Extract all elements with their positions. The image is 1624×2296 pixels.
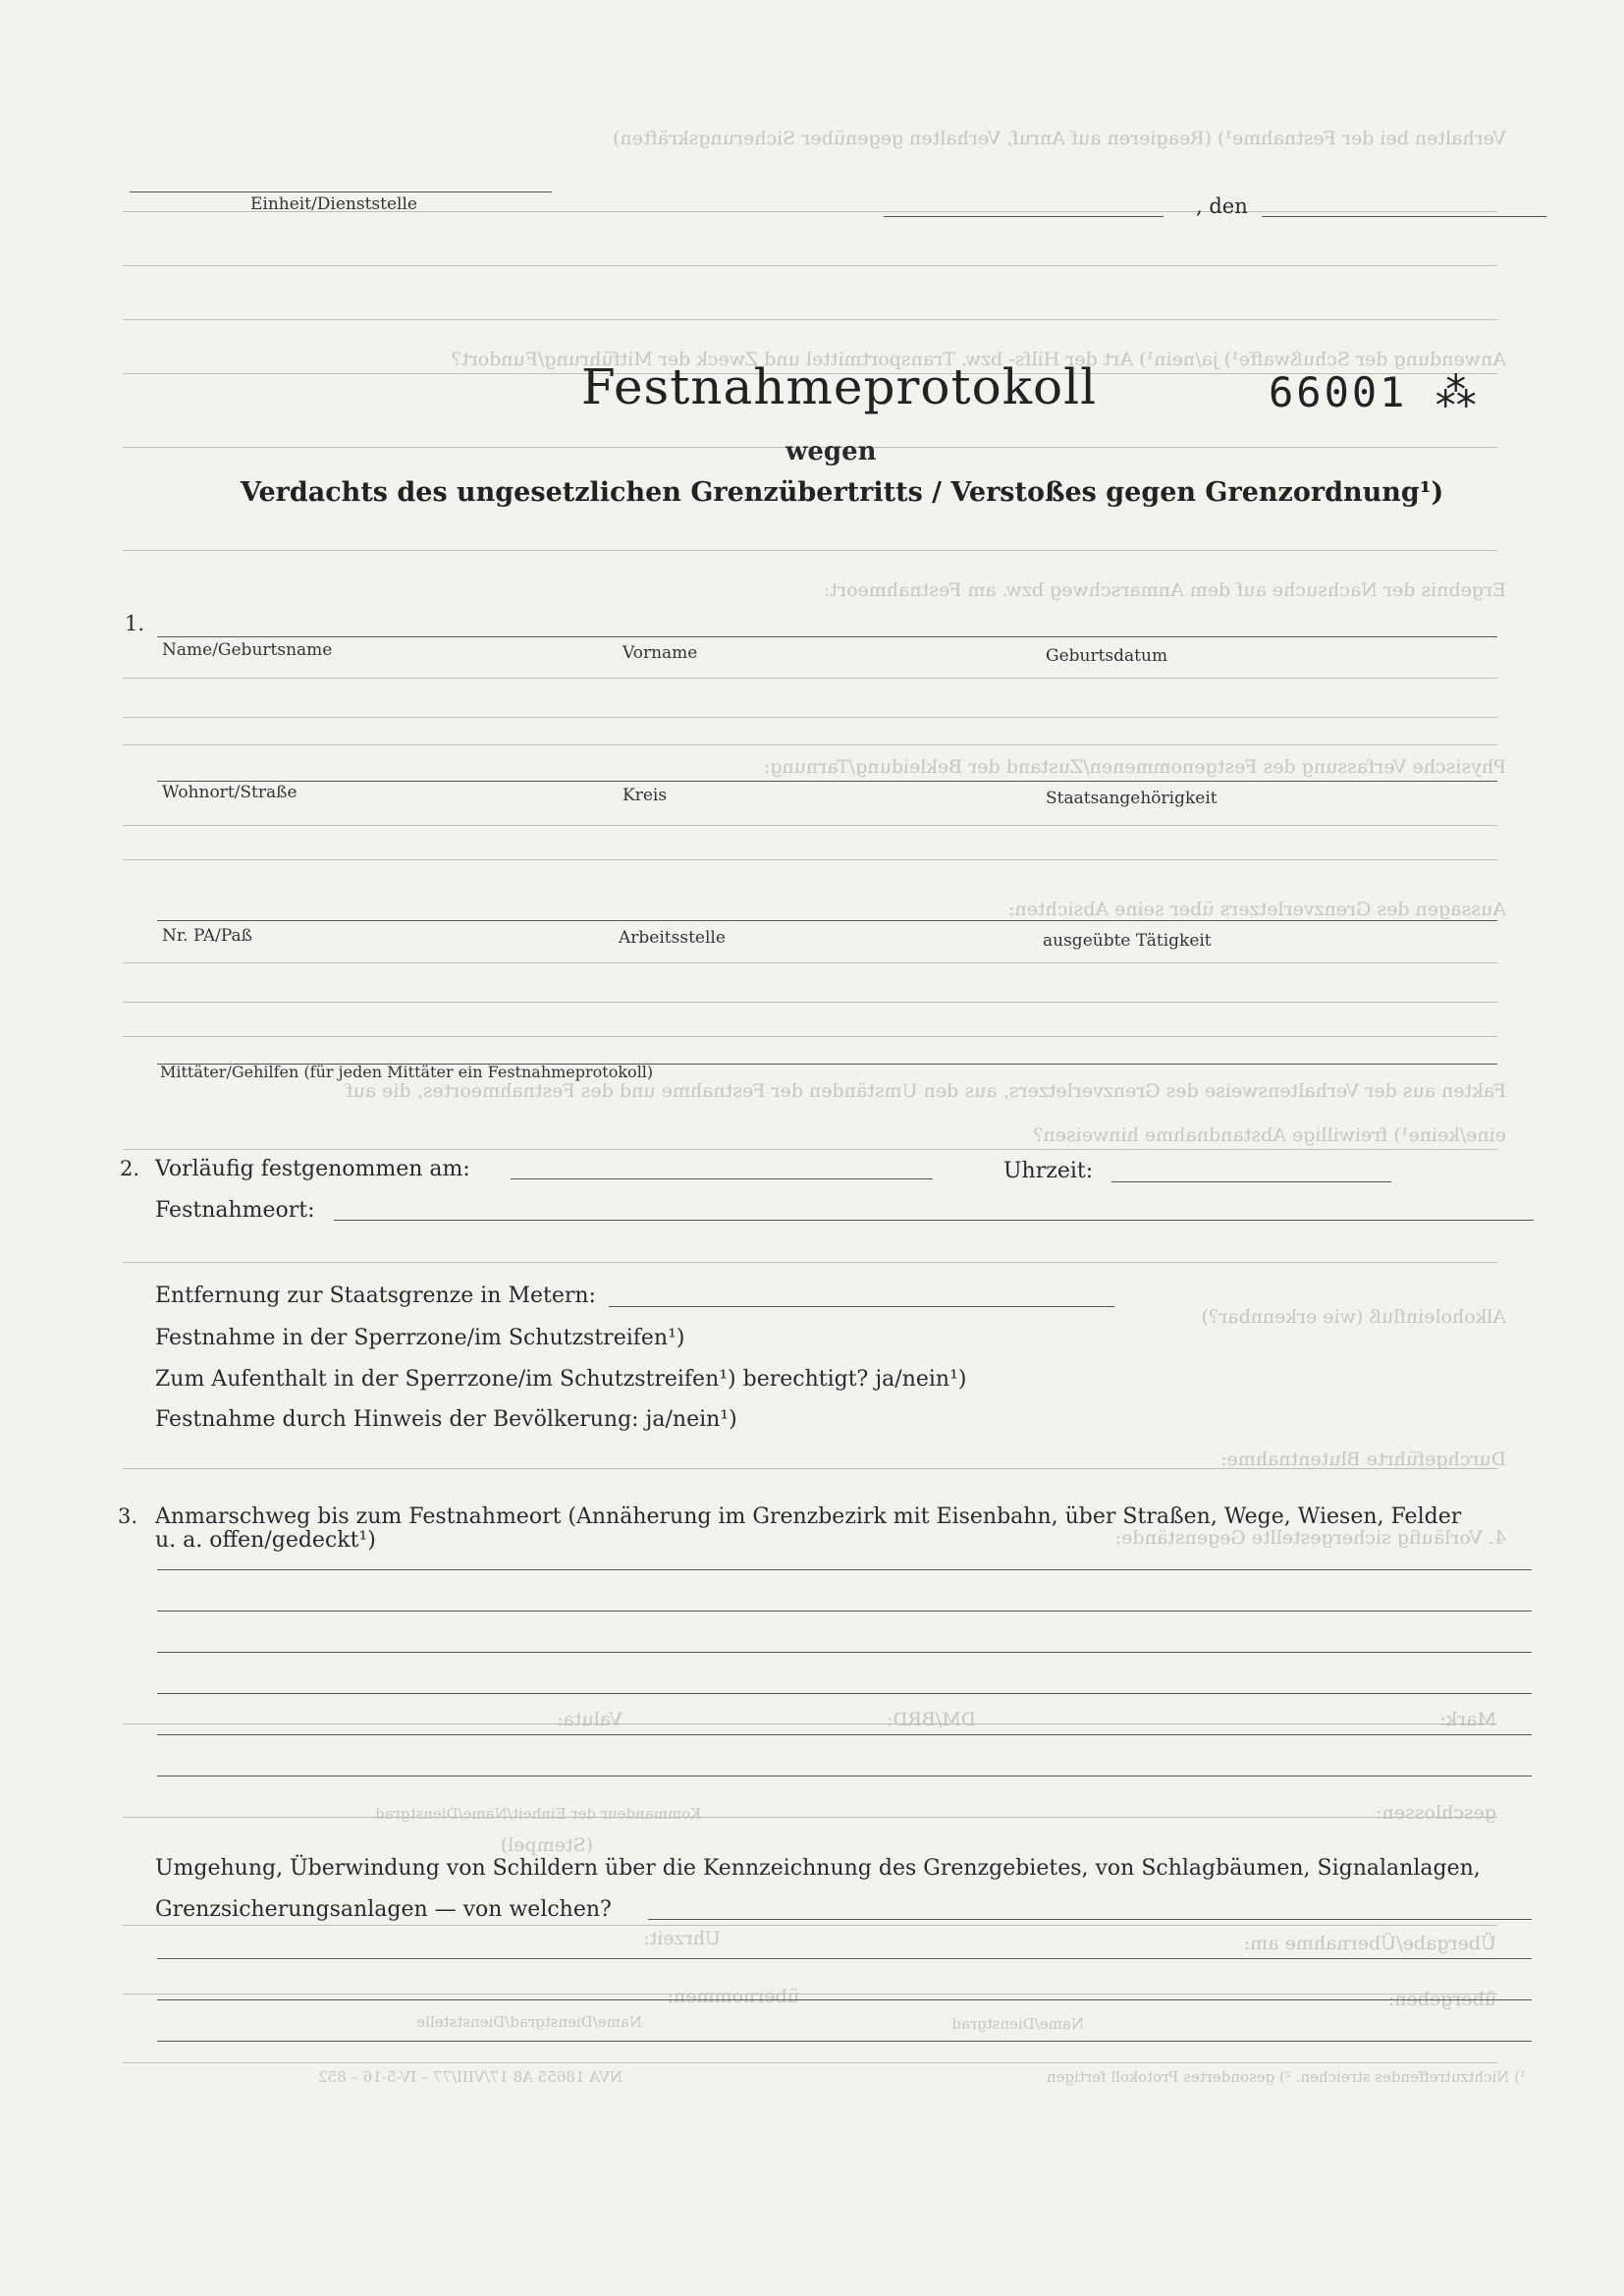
entfernung-field[interactable] — [609, 1306, 1114, 1307]
entfernung-label: Entfernung zur Staatsgrenze in Metern: — [155, 1284, 596, 1308]
form-title: Festnahmeprotokoll — [581, 358, 1098, 415]
guide-line — [123, 1994, 1497, 1995]
guide-line — [123, 1262, 1497, 1263]
geburtsdatum-label: Geburtsdatum — [1046, 646, 1168, 666]
anmarschweg-line[interactable] — [157, 1734, 1532, 1735]
pa-label: Nr. PA/Paß — [162, 926, 252, 946]
bleed-text: Anwendung der Schußwaffe¹) ja/nein¹) Art der Hilfs- bzw. Transportmittel und Zweck der Mitführung/Fundort? — [451, 349, 1506, 370]
place-field[interactable] — [884, 216, 1164, 217]
guide-line — [123, 1468, 1497, 1469]
guide-line — [123, 717, 1497, 718]
guide-line — [123, 1723, 1497, 1724]
kreis-label: Kreis — [623, 786, 668, 805]
guide-line — [123, 1817, 1497, 1818]
wegen-label: wegen — [785, 437, 877, 466]
bleed-text: Verhalten bei der Festnahme¹) (Reagieren auf Anruf, Verhalten gegenüber Sicherungskräften) — [613, 128, 1506, 149]
sperrzone-label: Festnahme in der Sperrzone/im Schutzstreifen¹) — [155, 1326, 685, 1350]
umgehung-field[interactable] — [648, 1919, 1532, 1920]
anmarschweg-line[interactable] — [157, 1776, 1532, 1777]
umgehung-line[interactable] — [157, 1999, 1532, 2000]
bleed-text: eine/keine¹) freiwillige Abstandnahme hinweisen? — [1033, 1124, 1506, 1146]
bleed-text: Uhrzeit: — [643, 1928, 721, 1949]
section-3-number: 3. — [118, 1504, 138, 1528]
staatsangehoerigkeit-label: Staatsangehörigkeit — [1046, 789, 1218, 808]
anmarschweg-label-2: u. a. offen/gedeckt¹) — [155, 1528, 376, 1553]
guide-line — [123, 2062, 1497, 2063]
guide-line — [123, 825, 1497, 826]
umgehung-label: Umgehung, Überwindung von Schildern über die Kennzeichnung des Grenzgebietes, von Schlagbäumen, Signalanlagen, — [155, 1856, 1481, 1881]
uhrzeit-field[interactable] — [1111, 1181, 1391, 1182]
guide-line — [123, 1925, 1497, 1926]
anmarschweg-line[interactable] — [157, 1611, 1532, 1612]
bleed-text: übernommen: — [667, 1986, 799, 2007]
umgehung-label-2: Grenzsicherungsanlagen — von welchen? — [155, 1897, 612, 1922]
bleed-text: Aussagen des Grenzverletzers über seine Absichten: — [1007, 899, 1506, 920]
vorname-label: Vorname — [623, 643, 698, 663]
umgehung-line[interactable] — [157, 2041, 1532, 2042]
name-field[interactable] — [157, 636, 1497, 637]
bleed-text: Valuta: — [557, 1709, 623, 1730]
form-number: 66001 ⁂ — [1269, 368, 1480, 416]
bleed-text: ¹) Nichtzutreffendes streichen. ²) gesondertes Protokoll fertigen — [1046, 2068, 1526, 2086]
wohnort-label: Wohnort/Straße — [162, 783, 298, 802]
wohnort-field[interactable] — [157, 781, 1497, 782]
guide-line — [123, 550, 1497, 551]
guide-line — [123, 319, 1497, 320]
guide-line — [123, 1149, 1497, 1150]
guide-line — [123, 744, 1497, 745]
section-1-number: 1. — [125, 612, 145, 635]
anmarschweg-line[interactable] — [157, 1693, 1532, 1694]
anmarschweg-label: Anmarschweg bis zum Festnahmeort (Annäherung im Grenzbezirk mit Eisenbahn, über Straßen, Wege, Wiesen, Felder — [155, 1504, 1462, 1529]
festgenommen-label: Vorläufig festgenommen am: — [155, 1157, 470, 1181]
form-subtitle: Verdachts des ungesetzlichen Grenzübertritts / Verstoßes gegen Grenzordnung¹) — [241, 477, 1444, 508]
bleed-text: Ergebnis der Nachsuche auf dem Anmarschweg bzw. am Festnahmeort: — [824, 579, 1506, 601]
arbeitsstelle-label: Arbeitsstelle — [619, 928, 726, 948]
bleed-text: DM/BRD: — [887, 1709, 976, 1730]
unit-label: Einheit/Dienststelle — [250, 194, 417, 214]
pa-field[interactable] — [157, 920, 1497, 921]
festgenommen-field[interactable] — [511, 1178, 933, 1179]
aufenthalt-label: Zum Aufenthalt in der Sperrzone/im Schutzstreifen¹) berechtigt? ja/nein¹) — [155, 1367, 967, 1392]
bleed-text: Durchgeführte Blutentnahme: — [1220, 1449, 1506, 1470]
hinweis-label: Festnahme durch Hinweis der Bevölkerung: ja/nein¹) — [155, 1407, 737, 1432]
guide-line — [123, 859, 1497, 860]
taetigkeit-label: ausgeübte Tätigkeit — [1043, 931, 1212, 951]
date-label: , den — [1196, 194, 1248, 218]
unit-field[interactable] — [130, 191, 552, 192]
bleed-text: (Stempel) — [500, 1834, 593, 1856]
date-field[interactable] — [1262, 216, 1546, 217]
name-label: Name/Geburtsname — [162, 640, 333, 660]
section-2-number: 2. — [120, 1157, 140, 1180]
anmarschweg-line[interactable] — [157, 1652, 1532, 1653]
guide-line — [123, 1002, 1497, 1003]
bleed-text: NVA 18655 A8 17/VIII/77 – IV-5-16 – 852 — [318, 2068, 623, 2086]
bleed-text: Name/Dienstgrad/Dienststelle — [416, 2013, 642, 2031]
festnahmeort-label: Festnahmeort: — [155, 1198, 315, 1223]
mittaeter-label: Mittäter/Gehilfen (für jeden Mittäter ein Festnahmeprotokoll) — [160, 1063, 654, 1081]
umgehung-line[interactable] — [157, 1958, 1532, 1959]
bleed-text: übergeben: — [1387, 1989, 1496, 2010]
bleed-text: Übergabe/Übernahme am: — [1243, 1933, 1496, 1954]
bleed-text: 4. Vorläufig sichergestellte Gegenstände: — [1114, 1527, 1506, 1549]
bleed-text: geschlossen: — [1376, 1802, 1496, 1824]
bleed-text: Mark: — [1439, 1709, 1496, 1730]
festnahmeort-field[interactable] — [334, 1220, 1534, 1221]
bleed-text: Kommandeur der Einheit/Name/Dienstgrad — [375, 1805, 701, 1823]
bleed-text: Fakten aus der Verhaltensweise des Grenzverletzers, aus den Umständen der Festnahme und des Festnahmeortes, die auf — [346, 1080, 1506, 1102]
guide-line — [123, 962, 1497, 963]
bleed-text: Alkoholeinfluß (wie erkennbar?) — [1201, 1306, 1506, 1328]
bleed-text: Physische Verfassung des Festgenommenen/Zustand der Bekleidung/Tarnung: — [763, 756, 1506, 778]
bleed-text: Name/Dienstgrad — [951, 2015, 1084, 2033]
guide-line — [123, 678, 1497, 679]
uhrzeit-label: Uhrzeit: — [1003, 1159, 1094, 1183]
anmarschweg-line[interactable] — [157, 1569, 1532, 1570]
guide-line — [123, 1036, 1497, 1037]
guide-line — [123, 265, 1497, 266]
